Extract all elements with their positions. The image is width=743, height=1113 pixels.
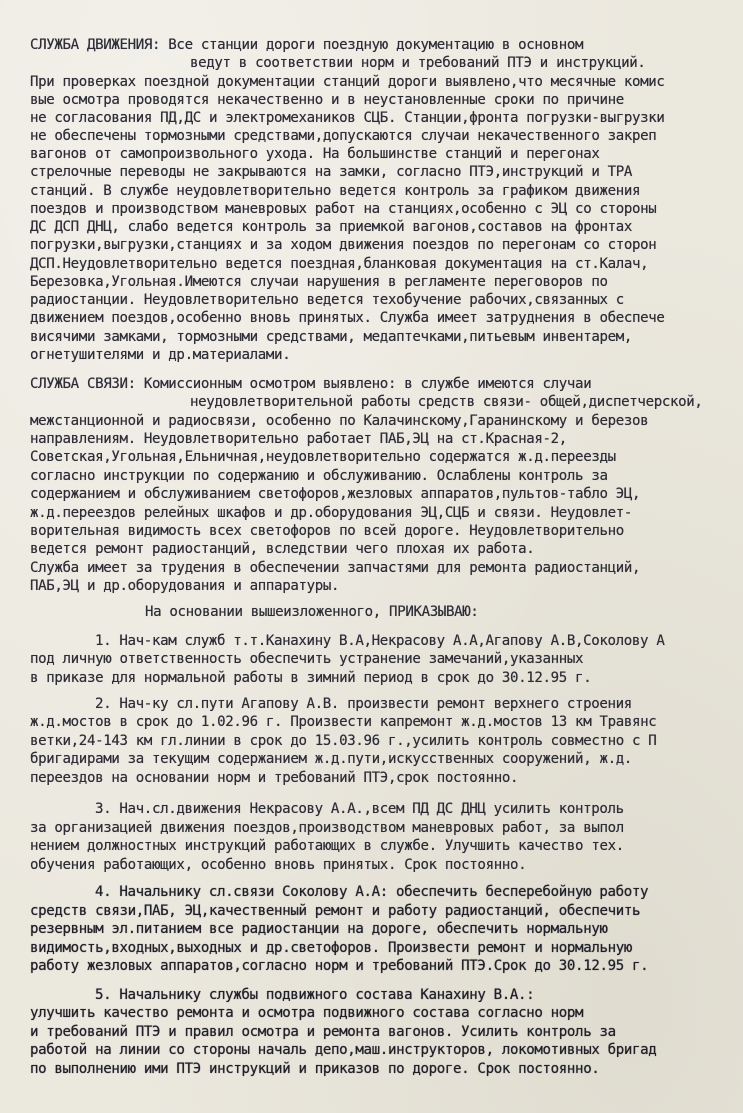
text-line: станций. В службе неудовлетворительно ведется контроль за графиком движения <box>30 183 641 199</box>
text-line: неудовлетворительной работы средств связи- общей,диспетчерской, <box>190 394 703 410</box>
text-line: ворительная видимость всех светофоров по всей дороге. Неудовлетворительно <box>30 523 624 539</box>
text-line: улучшить качество ремонта и осмотра подвижного состава согласно норм <box>30 1005 584 1021</box>
text-line: СЛУЖБА ДВИЖЕНИЯ: Все станции дороги поездную документацию в основном <box>30 37 584 53</box>
text-line: согласно инструкции по содержанию и обслуживанию. Ослаблены контроль за <box>30 468 608 484</box>
text-line: содержанием и обслуживанием светофоров,жезловых аппаратов,пультов-табло ЭЦ, <box>30 486 641 502</box>
text-line: При проверках поездной документации станций дороги выявлено,что месячные комис <box>30 74 665 90</box>
text-line: радиостанции. Неудовлетворительно ведется техобучение рабочих,связанных с <box>30 292 624 308</box>
text-line: под личную ответственность обеспечить устранение замечаний,указанных <box>30 651 584 667</box>
text-line: висячими замками, тормозными средствами, медаптечками,питьевым инвентарем, <box>30 329 633 345</box>
text-line: движением поездов,особенно вновь принятых. Служба имеет затруднения в обеспече <box>30 310 665 326</box>
text-line: ж.д.переездов релейных шкафов и др.оборудования ЭЦ,СЦБ и связи. Неудовлет- <box>30 505 633 521</box>
text-line: не обеспечены тормозными средствами,допускаются случаи некачественного закреп <box>30 128 657 144</box>
text-line: 3. Нач.сл.движения Некрасову А.А.,всем ПД ДС ДНЦ усилить контроль <box>95 801 624 817</box>
text-line: за организацией движения поездов,производством маневровых работ, за выпол <box>30 820 624 836</box>
text-line: ведут в соответствии норм и требований ПТЭ и инструкций. <box>190 55 646 71</box>
text-line: переездов на основании норм и требований ПТЭ,срок постоянно. <box>30 770 519 786</box>
text-line: бригадирами за текущим содержанием ж.д.пути,искусственных сооружений, ж.д. <box>30 751 633 767</box>
text-line: ведется ремонт радиостанций, вследствии чего плохая их работа. <box>30 541 535 557</box>
text-line: вагонов от самопроизвольного ухода. На большинстве станций и перегонах <box>30 146 600 162</box>
text-line: Служба имеет за трудения в обеспечении запчастями для ремонта радиостанций, <box>30 560 641 576</box>
text-line: ж.д.мостов в срок до 1.02.96 г. Произвести капремонт ж.д.мостов 13 км Травянс <box>30 714 657 730</box>
text-line: межстанционной и радиосвязи, особенно по Калачинскому,Гаранинскому и березов <box>30 413 649 429</box>
text-line: ДСП.Неудовлетворительно ведется поездная,бланковая документация на ст.Калач, <box>30 256 649 272</box>
text-line: видимость,входных,выходных и др.светофоров. Произвести ремонт и нормальную <box>30 940 633 956</box>
text-line: стрелочные переводы не закрываются на замки, согласно ПТЭ,инструкций и ТРА <box>30 164 633 180</box>
text-line: СЛУЖБА СВЯЗИ: Комиссионным осмотром выявлено: в службе имеются случаи <box>30 376 592 392</box>
text-line: поездов и производством маневровых работ на станциях,особенно с ЭЦ со стороны <box>30 201 657 217</box>
text-line: ДС ДСП ДНЦ, слабо ведется контроль за приемкой вагонов,составов на фронтах <box>30 219 633 235</box>
text-line: нением должностных инструкций работающих в службе. Улучшить качество тех. <box>30 838 624 854</box>
text-line: направлениям. Неудовлетворительно работает ПАБ,ЭЦ на ст.Красная-2, <box>30 431 567 447</box>
text-line: работой на линии со стороны началь депо,маш.инструкторов, локомотивных бригад <box>30 1042 657 1058</box>
text-line: не согласования ПД,ДС и электромехаников СЦБ. Станции,фронта погрузки-выгрузки <box>30 110 665 126</box>
order-heading: На основании вышеизложенного, ПРИКАЗЫВАЮ: <box>145 604 479 620</box>
text-line: вые осмотра проводятся некачественно и в неустановленные сроки по причине <box>30 92 624 108</box>
text-line: ПАБ,ЭЦ и др.оборудования и аппаратуры. <box>30 578 340 594</box>
text-line: 4. Начальнику сл.связи Соколову А.А: обеспечить бесперебойную работу <box>95 884 649 900</box>
text-line: в приказе для нормальной работы в зимний период в срок до 30.12.95 г. <box>30 670 592 686</box>
text-line: работу жезловых аппаратов,согласно норм и требований ПТЭ.Срок до 30.12.95 г. <box>30 958 649 974</box>
text-line: средств связи,ПАБ, ЭЦ,качественный ремонт и работу радиостанций, обеспечить <box>30 903 641 919</box>
text-line: 1. Нач-кам служб т.т.Канахину В.А,Некрасову А.А,Агапову А.В,Соколову А <box>95 633 665 649</box>
text-line: Советская,Угольная,Ельничная,неудовлетворительно содержатся ж.д.переезды <box>30 449 616 465</box>
text-line: Березовка,Угольная.Имеются случаи нарушения в регламенте переговоров по <box>30 274 608 290</box>
text-line: 5. Начальнику службы подвижного состава Канахину В.А.: <box>95 987 535 1003</box>
text-line: по выполнению ими ПТЭ инструкций и приказов по дороге. Срок постоянно. <box>30 1061 600 1077</box>
text-line: резервным эл.питанием все радиостанции на дороге, обеспечить нормальную <box>30 921 608 937</box>
text-line: и требований ПТЭ и правил осмотра и ремонта вагонов. Усилить контроль за <box>30 1024 616 1040</box>
text-line: огнетушителями и др.материалами. <box>30 347 291 363</box>
text-line: 2. Нач-ку сл.пути Агапову А.В. произвести ремонт верхнего строения <box>95 696 632 712</box>
text-line: ветки,24-143 км гл.линии в срок до 15.03.96 г.,усилить контроль совместно с П <box>30 733 657 749</box>
text-line: погрузки,выгрузки,станциях и за ходом движения поездов по перегонам со сторон <box>30 237 657 253</box>
text-line: обучения работающих, особенно вновь принятых. Срок постоянно. <box>30 857 527 873</box>
